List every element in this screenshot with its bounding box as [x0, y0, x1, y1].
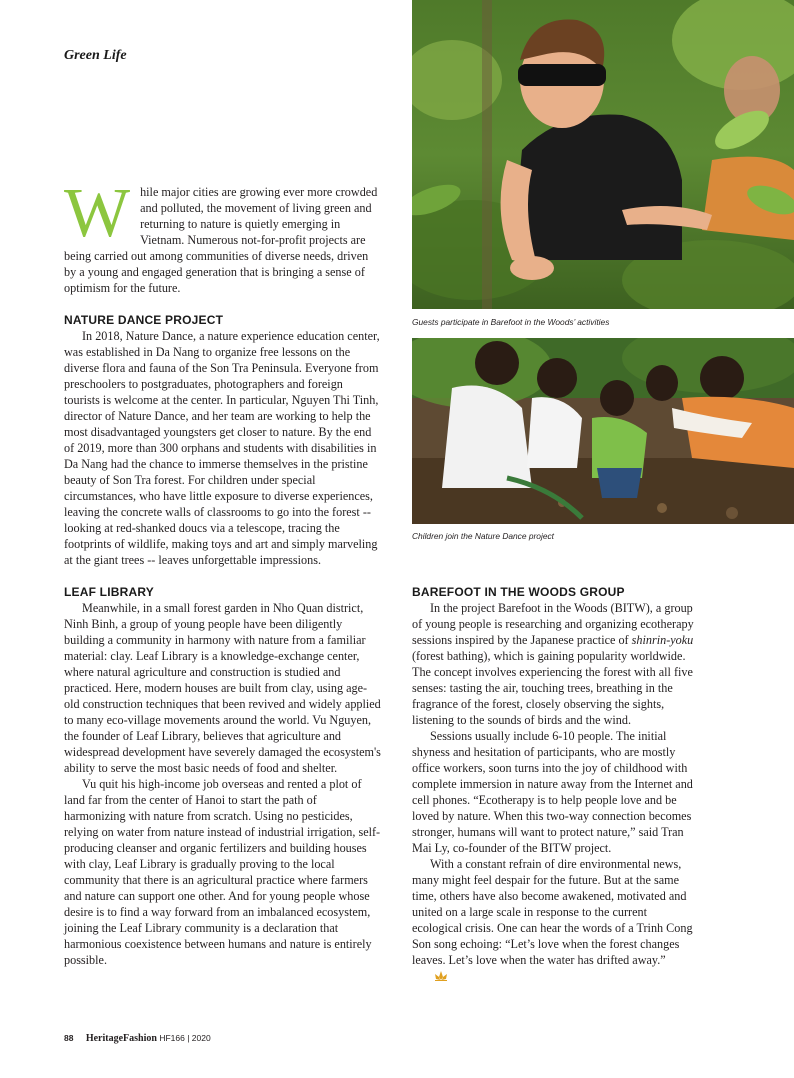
lotus-icon [416, 969, 448, 985]
photo-nature-dance [412, 338, 794, 524]
page-number: 88 [64, 1033, 74, 1043]
heading-barefoot: BAREFOOT IN THE WOODS GROUP [412, 585, 625, 599]
photo-barefoot-woods [412, 0, 794, 309]
intro-text: hile major cities are growing ever more crowded and polluted, the movement of living green and returning to nature is quietly emerging in Vietnam. Numerous not-for-profit projects are being carried out among communities of diverse needs, driven by a young and engaged generation that is bringing a sense of optimism for the future. [64, 185, 378, 295]
leaf-library-paragraph-2: Vu quit his high-income job overseas and rented a plot of land far from the center of Hanoi to start the path of harmonizing with nature from scratch. Using no pesticides, relying on water from nature instead of industrial irrigation, self-producing cleanser and organic fertilizers and building houses with clay, Leaf Library is gradually proving to the local community that there is an agricultural practice where farmers and nature can support one other. And for young people whose desire is to find a way forward from an imbalanced ecosystem, joining the Leaf Library community is a declaration that harmonious coexistence between humans and nature is entirely possible. [64, 777, 381, 967]
right-column [412, 584, 695, 985]
nature-dance-paragraph: In 2018, Nature Dance, a nature experience education center, was established in Da Nang to organize free lessons on the diverse flora and fauna of the Son Tra Peninsula. Everyone from preschoolers to postgraduates, photographers and foreign tourists is welcome at the center. In particular, Nguyen Thi Tinh, director of Nature Dance, and her team are working to help the most disadvantaged youngsters get closer to nature. By the end of 2019, more than 300 orphans and students with disabilities in Da Nang had the chance to immerse themselves in the pristine beauty of Son Tra forest. For children under special circumstances, who have little exposure to diverse experiences, leaving the concrete walls of classrooms to go into the forest -- looking at red-shanked doucs via a telescope, tracing the footprints of wildlife, making toys and art and simply marveling at the giant trees -- leaves unforgettable impressions. [64, 329, 380, 567]
magazine-name: HeritageFashion [85, 1033, 157, 1044]
caption-photo-1: Guests participate in Barefoot in the Woods’ activities [412, 317, 610, 327]
issue-number: HF166 | 2020 [159, 1033, 211, 1043]
drop-cap: W [64, 175, 131, 252]
section-tag: Green Life [64, 48, 127, 63]
intro-paragraph [64, 175, 381, 296]
barefoot-paragraph-1: In the project Barefoot in the Woods (BITW), a group of young people is researching and organizing ecotherapy sessions inspired by the Japanese practice of shinrin-yoku (forest bathing), which is gaining popularity worldwide. The concept involves experiencing the forest with all five senses: tasting the air, touching trees, breathing in the fragrance of the forest, closely observing the sights, listening to the sounds of birds and the wind. [412, 601, 694, 727]
page-footer [64, 1033, 211, 1044]
barefoot-paragraph-2: Sessions usually include 6-10 people. The initial shyness and hesitation of participants, who are mostly office workers, soon turns into the joy of childhood with complete immersion in nature away from the Internet and cell phones. “Ecotherapy is to help people love and be loved by nature. When this two-way connection becomes stronger, humans will want to protect nature,” said Tran Mai Ly, co-founder of the BITW project. [412, 729, 693, 855]
left-column [64, 175, 381, 968]
caption-photo-2: Children join the Nature Dance project [412, 531, 554, 541]
heading-nature-dance: NATURE DANCE PROJECT [64, 313, 224, 327]
heading-leaf-library: LEAF LIBRARY [64, 585, 154, 599]
leaf-library-paragraph-1: Meanwhile, in a small forest garden in Nho Quan district, Ninh Binh, a group of young people have been diligently building a community in harmony with nature from a familiar material: clay. Leaf Library is a knowledge-exchange center, where natural agriculture and construction is studied and practiced. Here, modern houses are built from clay, using age-old construction techniques that been revived and widely applied to many eco-village movements around the world. Vu Nguyen, the founder of Leaf Library, believes that agriculture and widespread development have severely damaged the ecosystem's ability to serve the most basic needs of food and shelter. [64, 601, 381, 775]
barefoot-paragraph-3: With a constant refrain of dire environmental news, many might feel despair for the future. But at the same time, others have also become awakened, motivated and united on a large scale in response to the current ecological crisis. One can hear the words of a Trinh Cong Son song echoing: “Let’s love when the forest changes leaves. Let’s love when the water has drifted away.” [412, 856, 695, 985]
